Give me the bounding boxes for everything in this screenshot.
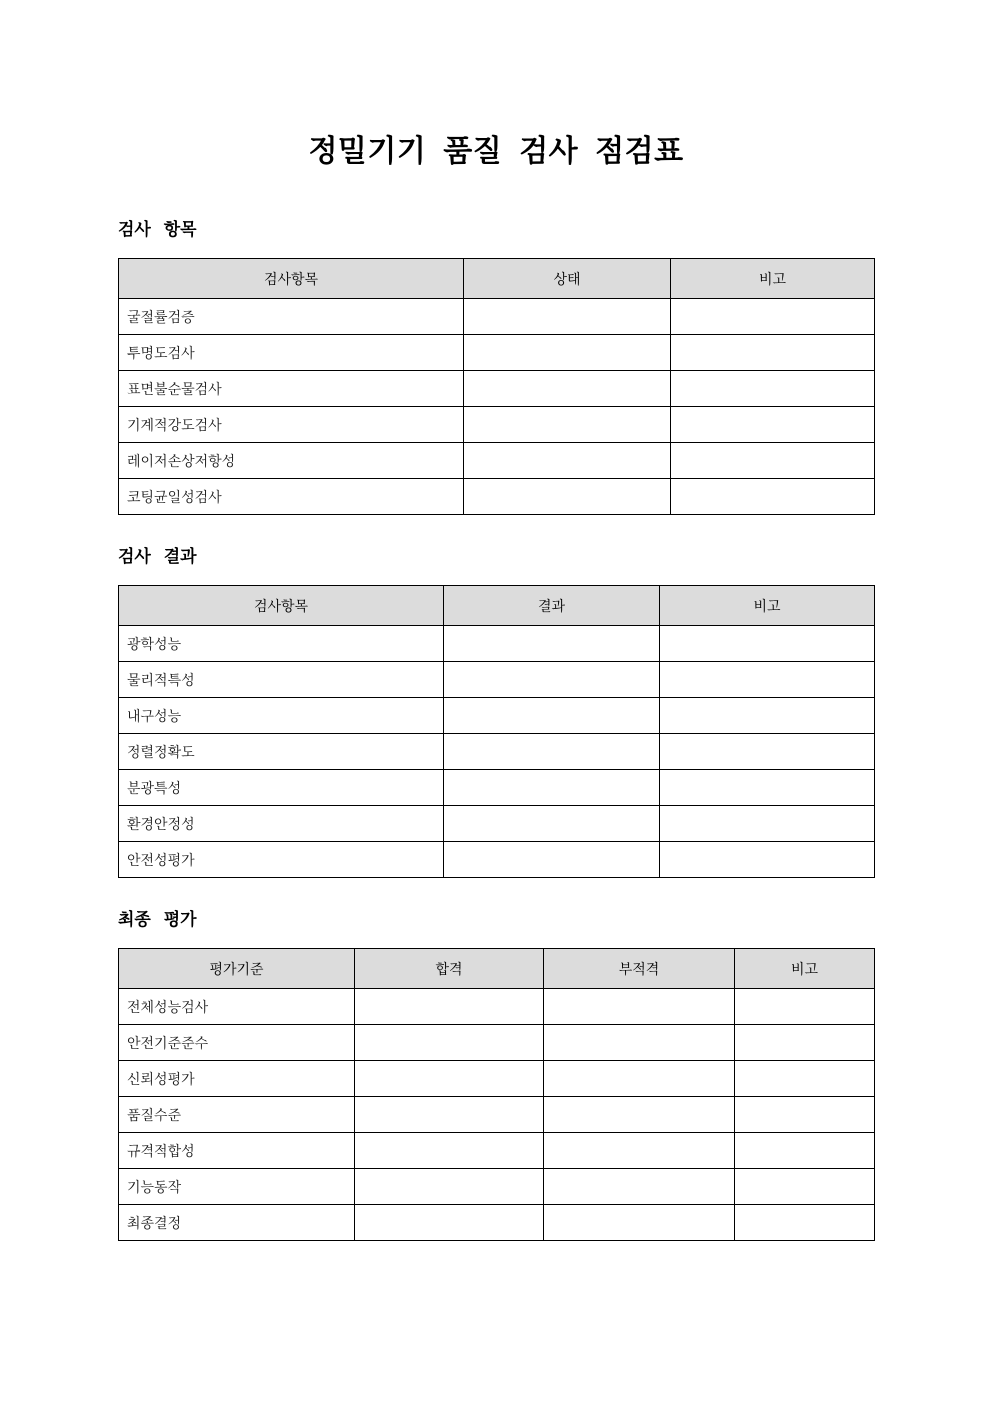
row-label: 품질수준 xyxy=(119,1097,355,1133)
row-label: 전체성능검사 xyxy=(119,989,355,1025)
row-label: 규격적합성 xyxy=(119,1133,355,1169)
table-row xyxy=(119,626,875,662)
table-row xyxy=(119,1097,875,1133)
result-cell[interactable] xyxy=(444,842,660,878)
row-label: 투명도검사 xyxy=(119,335,464,371)
remarks-cell[interactable] xyxy=(671,335,875,371)
remarks-cell[interactable] xyxy=(660,734,875,770)
table-header-row xyxy=(119,949,875,989)
section-inspection-items xyxy=(0,172,992,515)
column-header-pass: 합격 xyxy=(355,949,544,989)
row-label: 환경안정성 xyxy=(119,806,444,842)
pass-cell[interactable] xyxy=(355,1169,544,1205)
remarks-cell[interactable] xyxy=(671,479,875,515)
table-row xyxy=(119,1205,875,1241)
table-inspection-results xyxy=(118,585,875,878)
table-row xyxy=(119,1025,875,1061)
fail-cell[interactable] xyxy=(544,989,735,1025)
row-label: 최종결정 xyxy=(119,1205,355,1241)
result-cell[interactable] xyxy=(444,626,660,662)
remarks-cell[interactable] xyxy=(735,1025,875,1061)
table-row xyxy=(119,842,875,878)
row-label: 안전성평가 xyxy=(119,842,444,878)
table-row xyxy=(119,698,875,734)
column-header-status: 상태 xyxy=(464,259,671,299)
table-row xyxy=(119,806,875,842)
fail-cell[interactable] xyxy=(544,1133,735,1169)
column-header-remarks: 비고 xyxy=(735,949,875,989)
table-row xyxy=(119,1133,875,1169)
table-row xyxy=(119,770,875,806)
row-label: 코팅균일성검사 xyxy=(119,479,464,515)
table-row xyxy=(119,443,875,479)
remarks-cell[interactable] xyxy=(735,1205,875,1241)
row-label: 기능동작 xyxy=(119,1169,355,1205)
table-row xyxy=(119,1061,875,1097)
row-label: 광학성능 xyxy=(119,626,444,662)
column-header-fail: 부적격 xyxy=(544,949,735,989)
status-cell[interactable] xyxy=(464,479,671,515)
column-header-item: 검사항목 xyxy=(119,586,444,626)
table-row xyxy=(119,662,875,698)
remarks-cell[interactable] xyxy=(735,1133,875,1169)
remarks-cell[interactable] xyxy=(660,806,875,842)
table-inspection-items xyxy=(118,258,875,515)
pass-cell[interactable] xyxy=(355,1133,544,1169)
remarks-cell[interactable] xyxy=(660,698,875,734)
result-cell[interactable] xyxy=(444,806,660,842)
pass-cell[interactable] xyxy=(355,1205,544,1241)
section-heading-inspection-results: 검사 결과 xyxy=(118,547,197,567)
remarks-cell[interactable] xyxy=(671,371,875,407)
remarks-cell[interactable] xyxy=(735,1169,875,1205)
table-final-evaluation xyxy=(118,948,875,1241)
fail-cell[interactable] xyxy=(544,1025,735,1061)
section-final-evaluation xyxy=(0,878,992,1241)
result-cell[interactable] xyxy=(444,698,660,734)
row-label: 표면불순물검사 xyxy=(119,371,464,407)
status-cell[interactable] xyxy=(464,371,671,407)
table-row xyxy=(119,479,875,515)
fail-cell[interactable] xyxy=(544,1097,735,1133)
row-label: 신뢰성평가 xyxy=(119,1061,355,1097)
fail-cell[interactable] xyxy=(544,1169,735,1205)
column-header-remarks: 비고 xyxy=(671,259,875,299)
table-row xyxy=(119,407,875,443)
row-label: 물리적특성 xyxy=(119,662,444,698)
fail-cell[interactable] xyxy=(544,1205,735,1241)
remarks-cell[interactable] xyxy=(735,1097,875,1133)
section-inspection-results xyxy=(0,515,992,878)
fail-cell[interactable] xyxy=(544,1061,735,1097)
table-header-row xyxy=(119,586,875,626)
row-label: 내구성능 xyxy=(119,698,444,734)
remarks-cell[interactable] xyxy=(671,407,875,443)
table-row xyxy=(119,299,875,335)
table-row xyxy=(119,335,875,371)
status-cell[interactable] xyxy=(464,335,671,371)
page-title: 정밀기기 품질 검사 점검표 xyxy=(308,134,684,169)
row-label: 안전기준준수 xyxy=(119,1025,355,1061)
row-label: 기계적강도검사 xyxy=(119,407,464,443)
remarks-cell[interactable] xyxy=(735,1061,875,1097)
pass-cell[interactable] xyxy=(355,1097,544,1133)
pass-cell[interactable] xyxy=(355,1025,544,1061)
remarks-cell[interactable] xyxy=(660,770,875,806)
pass-cell[interactable] xyxy=(355,989,544,1025)
row-label: 굴절률검증 xyxy=(119,299,464,335)
row-label: 정렬정확도 xyxy=(119,734,444,770)
table-row xyxy=(119,734,875,770)
result-cell[interactable] xyxy=(444,770,660,806)
column-header-criteria: 평가기준 xyxy=(119,949,355,989)
table-row xyxy=(119,1169,875,1205)
section-heading-inspection-items: 검사 항목 xyxy=(118,220,197,240)
remarks-cell[interactable] xyxy=(660,626,875,662)
remarks-cell[interactable] xyxy=(660,842,875,878)
section-heading-final-evaluation: 최종 평가 xyxy=(118,910,197,930)
row-label: 분광특성 xyxy=(119,770,444,806)
table-row xyxy=(119,371,875,407)
status-cell[interactable] xyxy=(464,299,671,335)
column-header-remarks: 비고 xyxy=(660,586,875,626)
remarks-cell[interactable] xyxy=(671,443,875,479)
status-cell[interactable] xyxy=(464,443,671,479)
status-cell[interactable] xyxy=(464,407,671,443)
remarks-cell[interactable] xyxy=(735,989,875,1025)
table-row xyxy=(119,989,875,1025)
result-cell[interactable] xyxy=(444,662,660,698)
table-header-row xyxy=(119,259,875,299)
result-cell[interactable] xyxy=(444,734,660,770)
column-header-result: 결과 xyxy=(444,586,660,626)
column-header-item: 검사항목 xyxy=(119,259,464,299)
row-label: 레이저손상저항성 xyxy=(119,443,464,479)
remarks-cell[interactable] xyxy=(660,662,875,698)
remarks-cell[interactable] xyxy=(671,299,875,335)
pass-cell[interactable] xyxy=(355,1061,544,1097)
